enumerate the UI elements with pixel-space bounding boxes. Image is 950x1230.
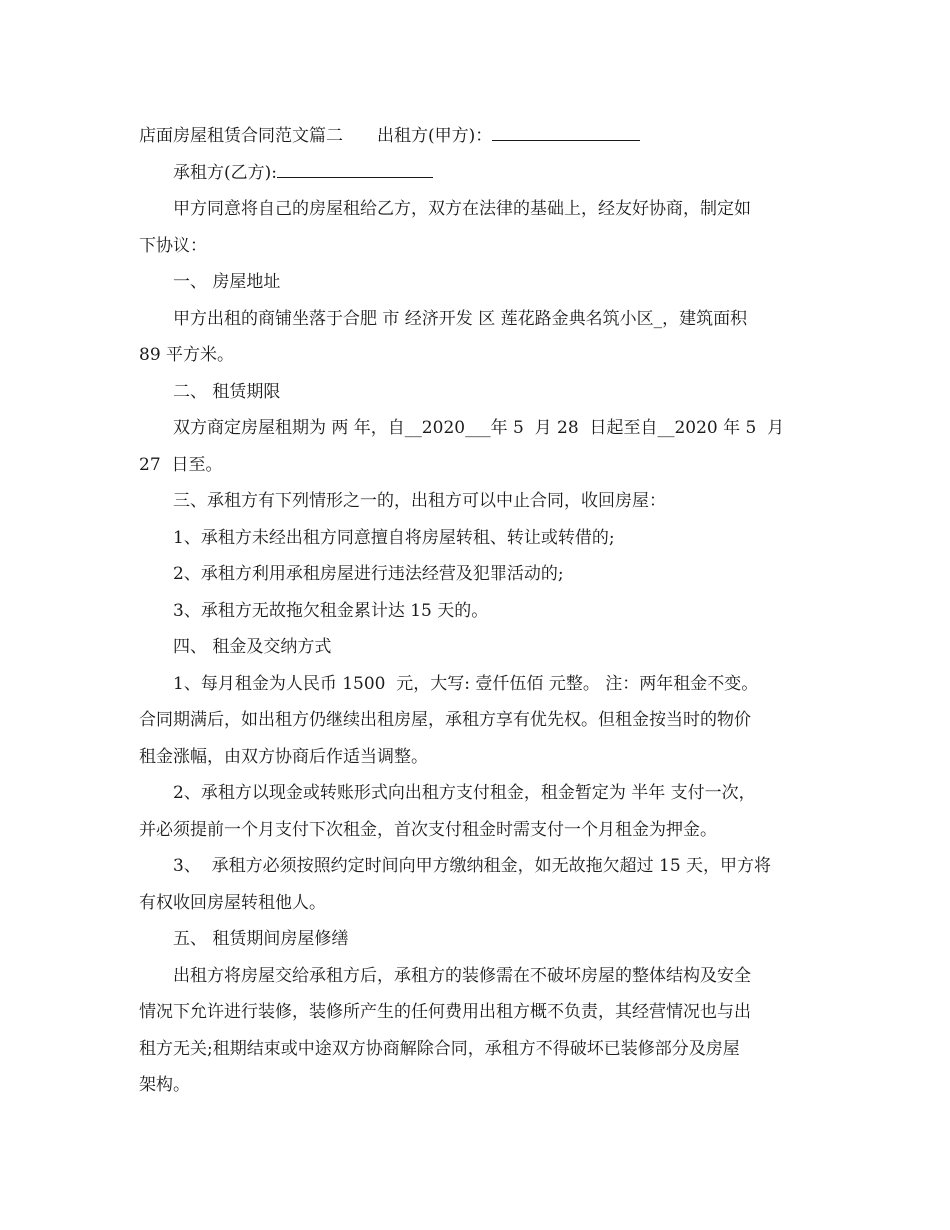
paragraph-line: 双方商定房屋租期为 两 年，自__2020___年 5 月 28 日起至自__2020 年 5 月 (173, 418, 785, 438)
paragraph-line: 89 平方米。 (139, 345, 235, 365)
section-heading: 三、承租方有下列情形之一的，出租方可以中止合同，收回房屋： (173, 491, 666, 511)
section-heading: 四、 租金及交纳方式 (173, 637, 332, 657)
paragraph-line: 合同期满后，如出租方仍继续出租房屋，承租方享有优先权。但租金按当时的物价 (139, 710, 751, 730)
paragraph-line: 租方无关;租期结束或中途双方协商解除合同，承租方不得破坏已装修部分及房屋 (139, 1038, 740, 1059)
paragraph-line: 并必须提前一个月支付下次租金，首次支付租金时需支付一个月租金为押金。 (139, 819, 717, 840)
title-row (139, 118, 815, 155)
document-title: 店面房屋租赁合同范文篇二 (139, 126, 343, 146)
lessee-row (139, 155, 815, 192)
section-heading: 二、 租赁期限 (173, 381, 281, 402)
section-heading: 五、 租赁期间房屋修缮 (173, 929, 349, 949)
document-page (139, 118, 815, 1104)
paragraph-line: 出租方将房屋交给承租方后，承租方的装修需在不破坏房屋的整体结构及安全 (173, 965, 751, 986)
paragraph-line: 有权收回房屋转租他人。 (139, 892, 326, 913)
paragraph-line: 甲方同意将自己的房屋租给乙方，双方在法律的基础上，经友好协商，制定如 (173, 199, 751, 219)
list-item: 3、承租方无故拖欠租金累计达 15 天的。 (173, 600, 489, 621)
list-item: 3、 承租方必须按照约定时间向甲方缴纳租金，如无故拖欠超过 15 天，甲方将 (173, 856, 772, 876)
lessor-label: 出租方(甲方)： (377, 126, 493, 146)
paragraph-line: 27 日至。 (139, 454, 223, 475)
lessee-label: 承租方(乙方): (173, 162, 277, 183)
lessor-blank (492, 123, 640, 141)
list-item: 2、承租方以现金或转账形式向出租方支付租金，租金暂定为 半年 支付一次， (173, 783, 756, 803)
paragraph-line: 甲方出租的商铺坐落于合肥 市 经济开发 区 莲花路金典名筑小区_，建筑面积 (173, 308, 748, 329)
list-item: 2、承租方利用承租房屋进行违法经营及犯罪活动的; (173, 564, 564, 584)
paragraph-line: 情况下允许进行装修，装修所产生的任何费用出租方概不负责，其经营情况也与出 (139, 1002, 751, 1022)
list-item: 1、承租方未经出租方同意擅自将房屋转租、转让或转借的; (173, 527, 615, 548)
section-heading: 一、 房屋地址 (173, 272, 281, 292)
paragraph-line: 下协议： (139, 235, 207, 256)
paragraph-line: 架构。 (139, 1075, 190, 1095)
list-item: 1、每月租金为人民币 1500 元，大写: 壹仟伍佰 元整。 注：两年租金不变。 (173, 673, 759, 694)
lessee-blank (277, 160, 433, 178)
paragraph-line: 租金涨幅，由双方协商后作适当调整。 (139, 746, 428, 767)
